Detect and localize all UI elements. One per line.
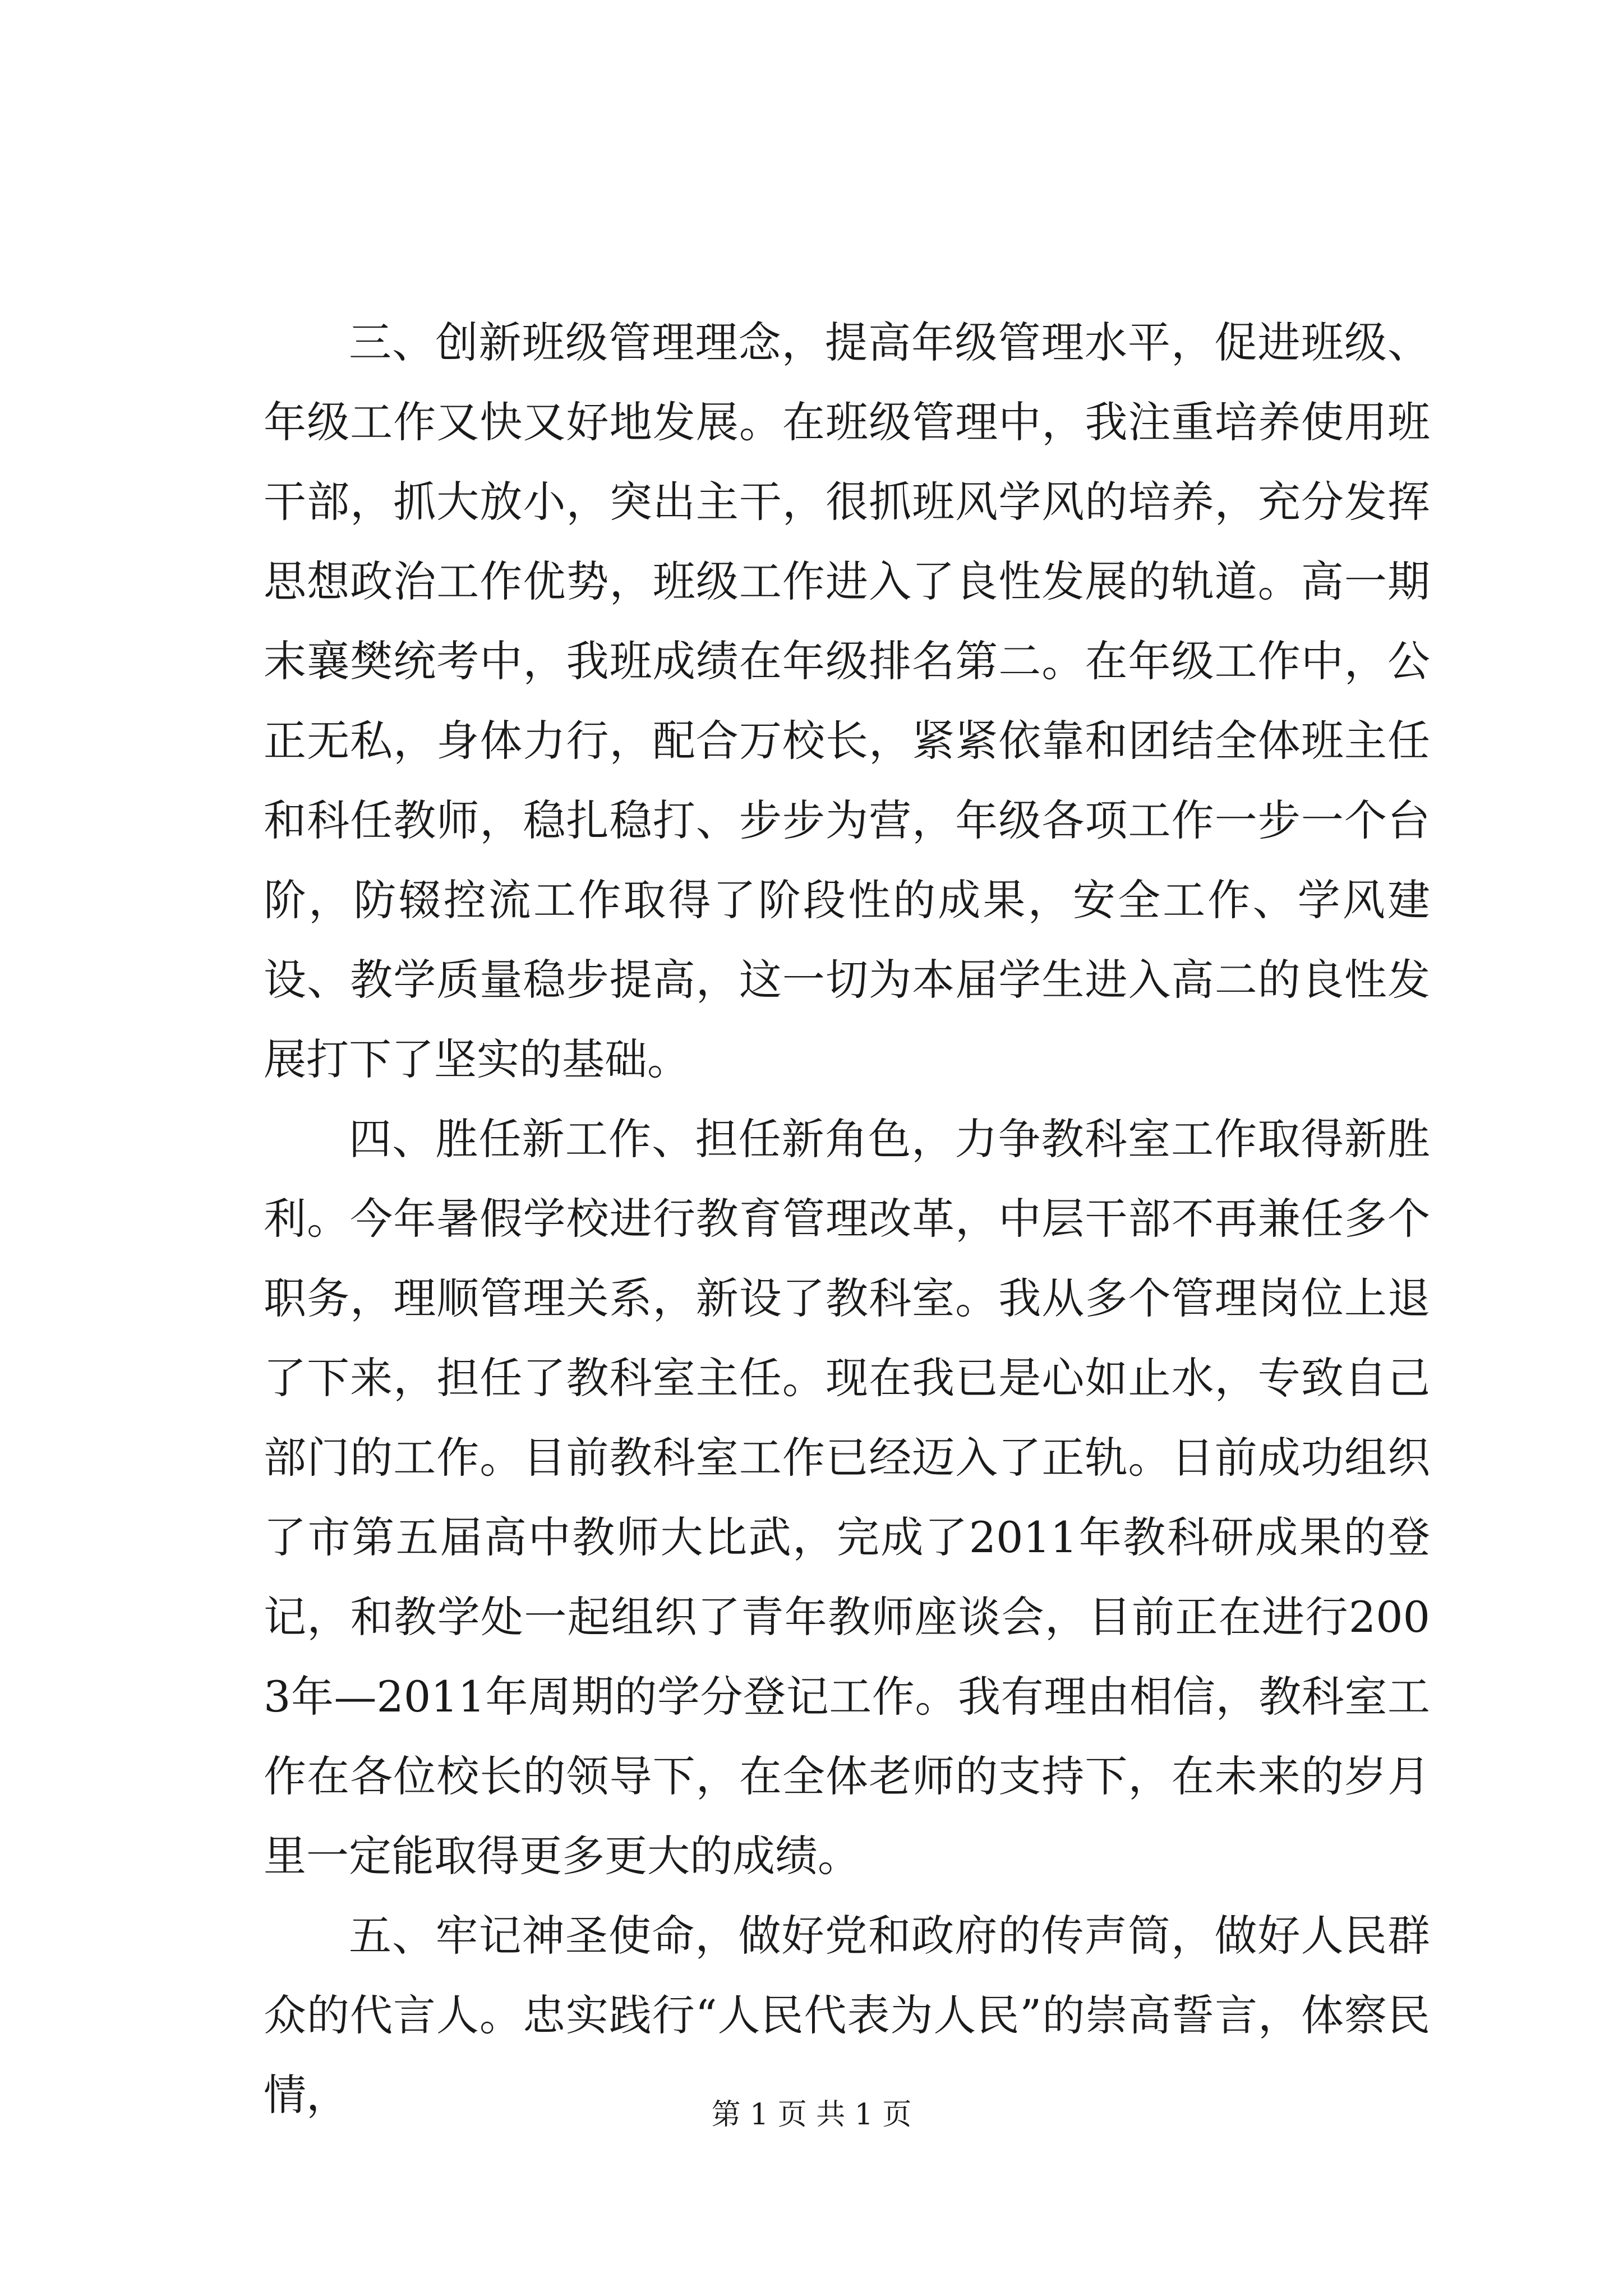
document-body: [264, 303, 1430, 2135]
paragraph-5: 五、牢记神圣使命，做好党和政府的传声筒，做好人民群众的代言人。忠实践行“人民代表为人民”的崇高誓言，体察民情，: [264, 1911, 1430, 2120]
page-footer: 第 1 页 共 1 页: [711, 2098, 912, 2132]
paragraph-3: 三、创新班级管理理念，提高年级管理水平，促进班级、年级工作又快又好地发展。在班级管理中，我注重培养使用班干部，抓大放小，突出主干，很抓班风学风的培养，充分发挥思想政治工作优势，班级工作进入了良性发展的轨道。高一期末襄樊统考中，我班成绩在年级排名第二。在年级工作中，公正无私，身体力行，配合万校长，紧紧依靠和团结全体班主任和科任教师，稳扎稳打、步步为营，年级各项工作一步一个台阶，防辍控流工作取得了阶段性的成果，安全工作、学风建设、教学质量稳步提高，这一切为本届学生进入高二的良性发展打下了坚实的基础。: [264, 318, 1430, 1084]
paragraph-4: 四、胜任新工作、担任新角色，力争教科室工作取得新胜利。今年暑假学校进行教育管理改革，中层干部不再兼任多个职务，理顺管理关系，新设了教科室。我从多个管理岗位上退了下来，担任了教科室主任。现在我已是心如止水，专致自己部门的工作。目前教科室工作已经迈入了正轨。日前成功组织了市第五届高中教师大比武，完成了2011年教科研成果的登记，和教学处一起组织了青年教师座谈会，目前正在进行2003年—2011年周期的学分登记工作。我有理由相信，教科室工作在各位校长的领导下，在全体老师的支持下，在未来的岁月里一定能取得更多更大的成绩。: [264, 1114, 1430, 1881]
